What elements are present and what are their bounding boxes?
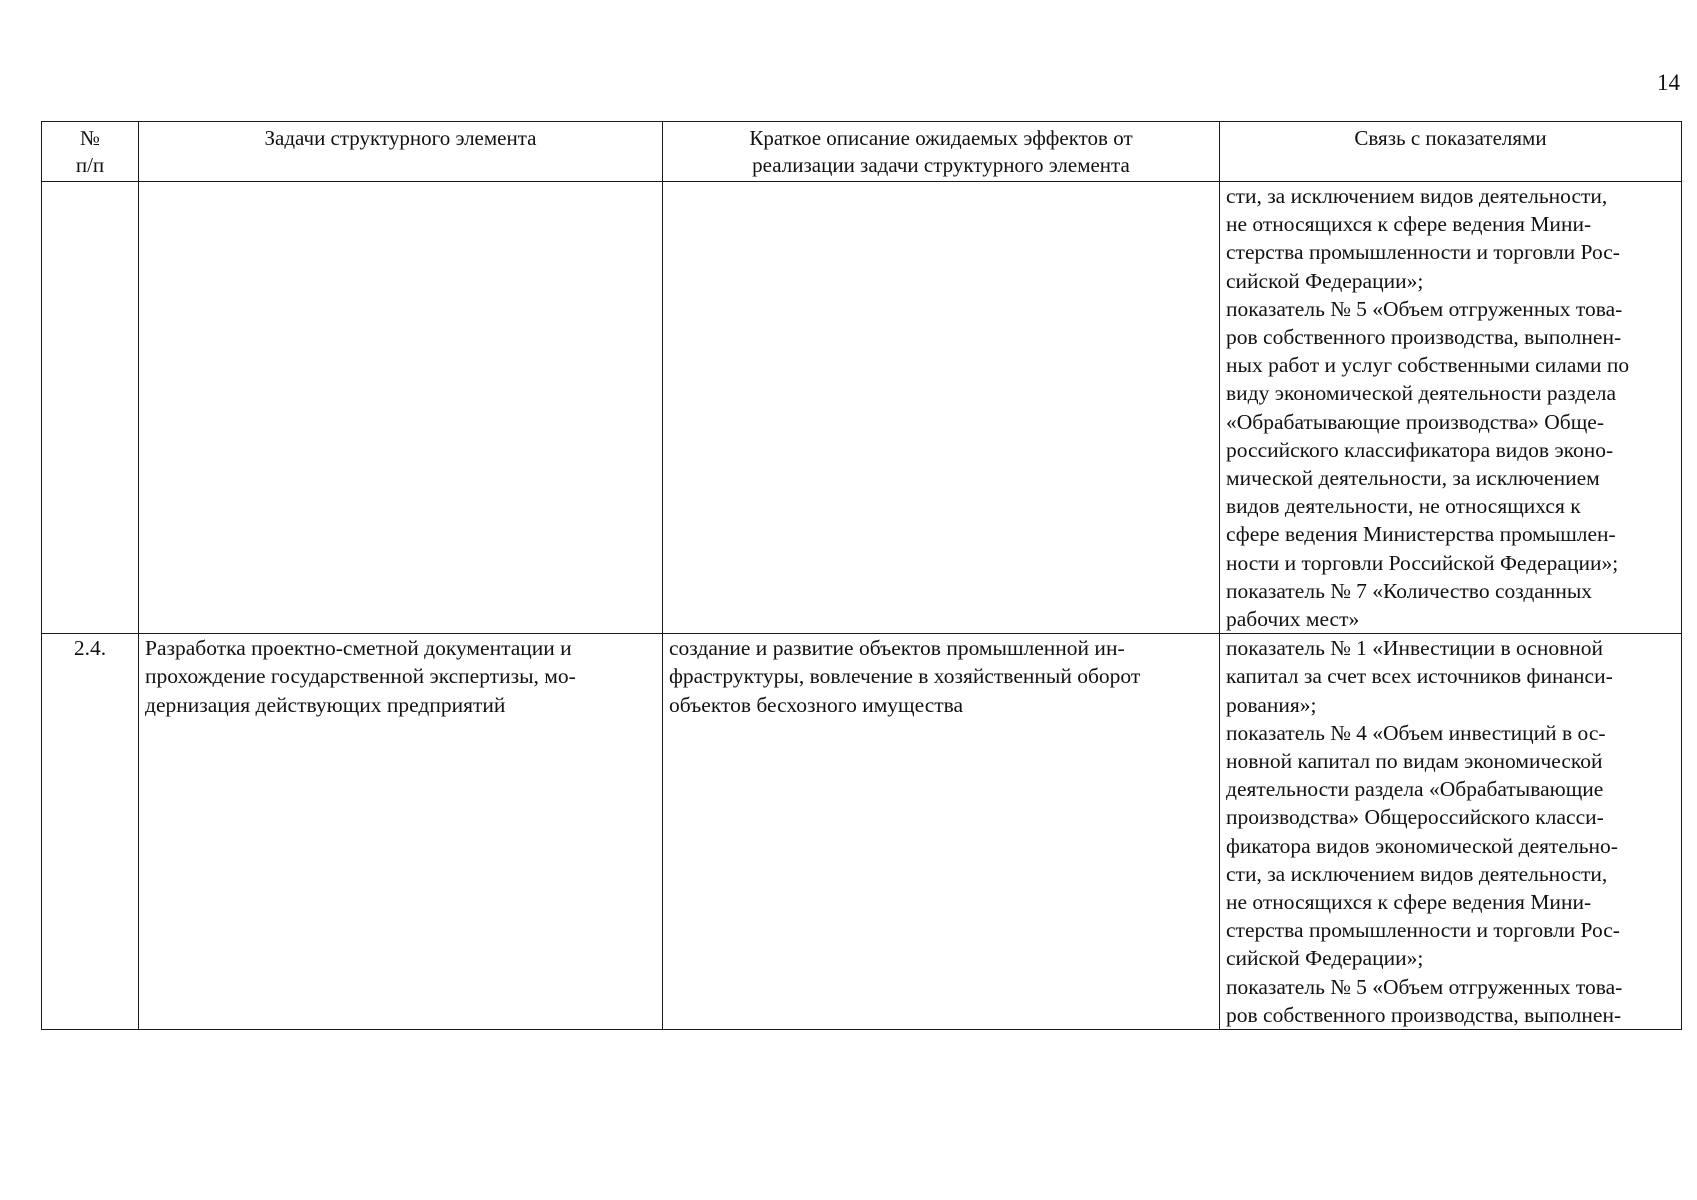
header-indicators: Связь с показателями bbox=[1220, 122, 1682, 182]
table-row bbox=[42, 634, 1682, 1030]
indicators-cell: показатель № 1 «Инвестиции в основной капитал за счет всех источников финанси- рования»; показатель № 4 «Объем инвестиций в ос- новной капитал по видам экономической деятельности раздела «Обрабатывающие производства» Общероссийского класси- фикатора видов экономической деятельно- сти, за исключением видов деятельности, не относящихся к сфере ведения Мини- стерства промышленности и торговли Рос- сийской Федерации»; показатель № 5 «Объем отгруженных това- ров собственного производства, выполнен- bbox=[1220, 634, 1682, 1030]
table-header-row bbox=[42, 122, 1682, 182]
header-effects: Краткое описание ожидаемых эффектов от реализации задачи структурного элемента bbox=[663, 122, 1220, 182]
header-num: № п/п bbox=[42, 122, 139, 182]
task-cell: Разработка проектно-сметной документации и прохождение государственной экспертизы, мо- дернизация действующих предприятий bbox=[139, 634, 663, 1030]
indicators-cell: сти, за исключением видов деятельности, не относящихся к сфере ведения Мини- стерства промышленности и торговли Рос- сийской Федерации»; показатель № 5 «Объем отгруженных това- ров собственного производства, выполнен- ных работ и услуг собственными силами по виду экономической деятельности раздела «Обрабатывающие производства» Обще- российского классификатора видов эконо- мической деятельности, за исключением видов деятельности, не относящихся к сфере ведения Министерства промышлен- ности и торговли Российской Федерации»; показатель № 7 «Количество созданных рабочих мест» bbox=[1220, 182, 1682, 634]
task-cell bbox=[139, 182, 663, 634]
page-number: 14 bbox=[1657, 70, 1680, 95]
table-row bbox=[42, 182, 1682, 634]
row-number-cell: 2.4. bbox=[42, 634, 139, 1030]
tasks-table bbox=[41, 121, 1682, 1030]
effect-cell bbox=[663, 182, 1220, 634]
effect-cell: создание и развитие объектов промышленной ин- фраструктуры, вовлечение в хозяйственный оборот объектов бесхозного имущества bbox=[663, 634, 1220, 1030]
row-number-cell bbox=[42, 182, 139, 634]
header-tasks: Задачи структурного элемента bbox=[139, 122, 663, 182]
